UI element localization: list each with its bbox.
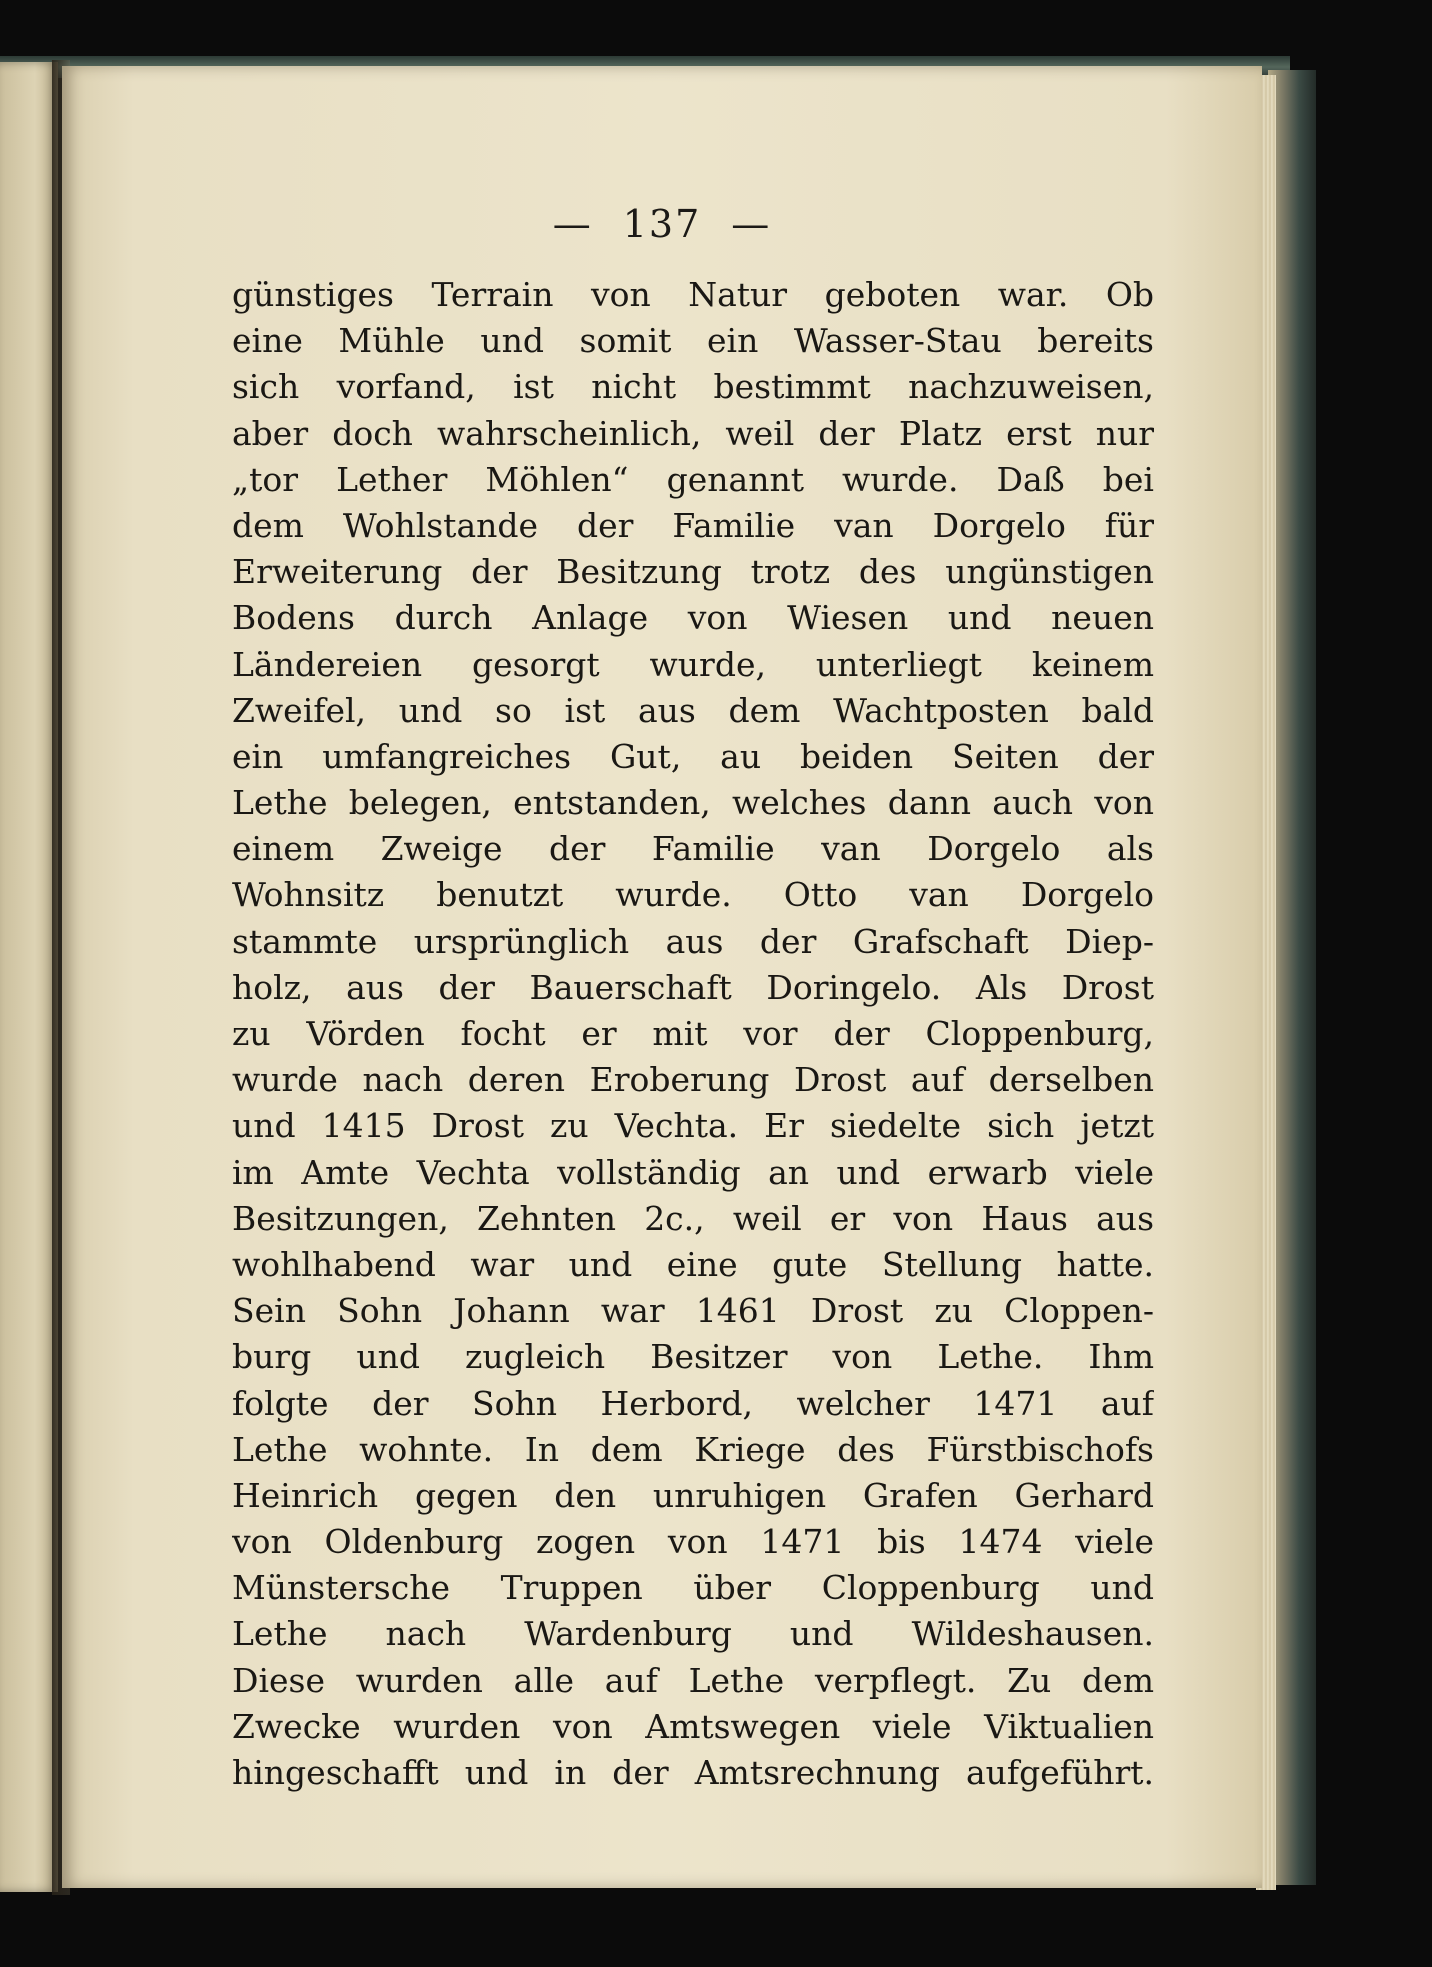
text-line: Zwecke wurden von Amtswegen viele Viktualien (232, 1706, 1154, 1746)
text-line: holz, aus der Bauerschaft Doringelo. Als Drost (232, 967, 1154, 1007)
text-line: Lethe wohnte. In dem Kriege des Fürstbischofs (232, 1429, 1154, 1469)
header-dash-left: — (552, 202, 593, 246)
text-line: einem Zweige der Familie van Dorgelo als (232, 829, 1154, 869)
text-line: Ländereien gesorgt wurde, unterliegt keinem (232, 644, 1154, 684)
text-line: Erweiterung der Besitzung trotz des ungünstigen (232, 552, 1154, 592)
text-line: günstiges Terrain von Natur geboten war. Ob (232, 275, 1154, 314)
text-line: Zweifel, und so ist aus dem Wachtposten bald (232, 690, 1154, 730)
text-line: stammte ursprünglich aus der Grafschaft Diep- (232, 921, 1154, 961)
text-line: von Oldenburg zogen von 1471 bis 1474 viele (232, 1522, 1154, 1562)
text-line: im Amte Vechta vollständig an und erwarb viele (232, 1152, 1154, 1192)
text-line: Heinrich gegen den unruhigen Grafen Gerhard (232, 1475, 1154, 1515)
text-line: Sein Sohn Johann war 1461 Drost zu Cloppen- (232, 1291, 1154, 1331)
page-number: 137 (622, 202, 702, 246)
text-line: hingeschafft und in der Amtsrechnung aufgeführt. (232, 1753, 1154, 1792)
text-line: Münstersche Truppen über Cloppenburg und (232, 1568, 1154, 1608)
text-line: aber doch wahrscheinlich, weil der Platz erst nur (232, 413, 1154, 453)
text-line: Besitzungen, Zehnten 2c., weil er von Haus aus (232, 1198, 1154, 1238)
text-line: „tor Lether Möhlen“ genannt wurde. Daß bei (232, 459, 1154, 499)
text-line: wohlhabend war und eine gute Stellung hatte. (232, 1244, 1154, 1284)
text-line: Wohnsitz benutzt wurde. Otto van Dorgelo (232, 875, 1154, 915)
text-line: sich vorfand, ist nicht bestimmt nachzuweisen, (232, 367, 1154, 407)
text-line: wurde nach deren Eroberung Drost auf derselben (232, 1060, 1154, 1100)
book-page (62, 66, 1262, 1888)
text-line: dem Wohlstande der Familie van Dorgelo für (232, 505, 1154, 545)
text-line: eine Mühle und somit ein Wasser-Stau bereits (232, 321, 1154, 361)
page-body-text (232, 272, 1154, 1796)
text-line: Bodens durch Anlage von Wiesen und neuen (232, 598, 1154, 638)
page-header (62, 202, 1262, 246)
header-dash-right: — (731, 202, 772, 246)
text-line: burg und zugleich Besitzer von Lethe. Ihm (232, 1337, 1154, 1377)
text-line: zu Vörden focht er mit vor der Cloppenburg, (232, 1014, 1154, 1053)
text-line: Lethe belegen, entstanden, welches dann auch von (232, 783, 1154, 823)
text-line: und 1415 Drost zu Vechta. Er siedelte sich jetzt (232, 1106, 1154, 1146)
text-line: Lethe nach Wardenburg und Wildeshausen. (232, 1614, 1154, 1654)
text-line: folgte der Sohn Herbord, welcher 1471 auf (232, 1383, 1154, 1423)
text-line: Diese wurden alle auf Lethe verpflegt. Zu dem (232, 1660, 1154, 1700)
text-line: ein umfangreiches Gut, au beiden Seiten der (232, 736, 1154, 776)
previous-page-edge (0, 62, 58, 1892)
